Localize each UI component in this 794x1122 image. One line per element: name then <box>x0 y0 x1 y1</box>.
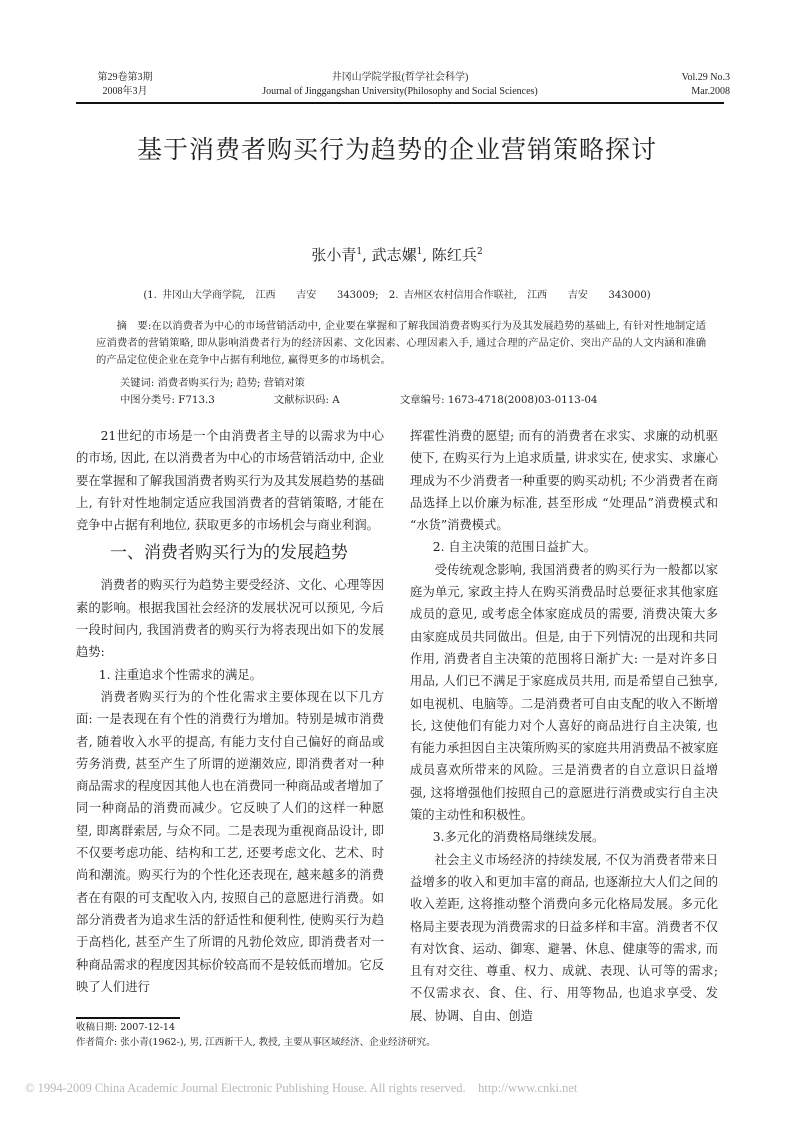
clc-number: 中图分类号: F713.3 <box>120 394 215 406</box>
body-paragraph: 消费者的购买行为趋势主要受经济、文化、心理等因素的影响。根据我国社会经济的发展状况可以预见, 今后一段时间内, 我国消费者的购买行为将表现出如下的发展趋势: <box>76 578 384 660</box>
body-column-right <box>410 425 718 1027</box>
volume-label: Vol.29 No.3 <box>681 72 730 83</box>
journal-name-en: Journal of Jinggangshan University(Philosophy and Social Sciences) <box>262 86 538 97</box>
keywords: 关键词: 消费者购买行为; 趋势; 营销对策 <box>120 377 305 389</box>
body-paragraph: 21世纪的市场是一个由消费者主导的以需求为中心的市场, 因此, 在以消费者为中心的市场营销活动中, 企业要在掌握和了解我国消费者购买行为及其发展趋势的基础上, 有针对性地制定适应我国消费者的营销策略, 才能在竞争中占据有利地位, 获取更多的市场机会与商业利润。 <box>76 429 384 533</box>
abstract-label: 摘 要: <box>116 320 152 332</box>
body-column-left <box>76 425 384 998</box>
running-header-journal <box>200 71 600 99</box>
body-paragraph: 受传统观念影响, 我国消费者的购买行为一般都以家庭为单元, 家政主持人在购买消费品时总要征求其他家庭成员的意见, 或考虑全体家庭成员的需要, 消费决策大多由家庭成员共同做出。但是, 由于下列情况的出现和共同作用, 消费者自主决策的范围将日渐扩大: 一是对许多日用品, 人们已不满足于家庭成员共用, 而是希望自己独享, 如电视机、电脑等。二是消费者可自由支配的收入不断增长, 这使他们有能力对个人喜好的商品进行自主决策, 也有能力承担因自主决策所购买的家庭共用消费品不被家庭成员喜欢所带来的风险。三是消费者的自立意识日益增强, 这将增强他们按照自己的意愿进行消费或实行自主决策的主动性和积极性。 <box>410 562 718 823</box>
abstract <box>96 318 706 369</box>
author-name: 张小青 <box>311 246 357 264</box>
running-header-volume <box>640 71 730 99</box>
author-name: 陈红兵 <box>431 246 477 264</box>
author-affil-mark: 1 <box>356 247 363 257</box>
author-separator: , <box>362 246 372 264</box>
author-name: 武志嫘 <box>371 246 417 264</box>
author-separator: , <box>422 246 432 264</box>
footnote-author-bio: 作者简介: 张小青(1962-), 男, 江西新干人, 教授, 主要从事区域经济、企业经济研究。 <box>76 1037 436 1048</box>
article-number: 文章编号: 1673-4718(2008)03-0113-04 <box>400 394 598 406</box>
author-affil-mark: 2 <box>476 247 483 257</box>
volume-month: Mar.2008 <box>691 86 730 97</box>
section-heading: 一、消费者购买行为的发展趋势 <box>110 543 348 564</box>
header-rule <box>76 102 724 104</box>
journal-name-cn: 井冈山学院学报(哲学社会科学) <box>331 72 469 83</box>
body-paragraph-continued: 挥霍性消费的愿望; 而有的消费者在求实、求廉的动机驱使下, 在购买行为上追求质量, 讲求实在, 使求实、求廉心理成为不少消费者一种重要的购买动机; 不少消费者在商品选择上以价廉为标准, 甚至形成 “处理品”消费模式和 “水货”消费模式。 <box>410 429 718 533</box>
subsection-heading: 1. 注重追求个性需求的满足。 <box>98 667 262 682</box>
issue-date: 2008年3月 <box>102 86 148 97</box>
affiliation: (1. 井冈山大学商学院, 江西 吉安 343009; 2. 吉州区农村信用合作联社, 江西 吉安 343000) <box>143 290 651 301</box>
body-paragraph: 消费者购买行为的个性化需求主要体现在以下几方面: 一是表现在有个性的消费行为增加。特别是城市消费者, 随着收入水平的提高, 有能力支付自己偏好的商品或劳务消费, 甚至产生了所谓的逆潮效应, 即消费者对一种商品需求的程度因其他人也在消费同一种商品或者增加了同一种商品的消费而减少。它反映了人们的这样一种愿望, 即离群索居, 与众不同。二是表现为重视商品设计, 即不仅要考虑功能、结构和工艺, 还要考虑文化、艺术、时尚和潮流。购买行为的个性化还表现在, 越来越多的消费者在有限的可支配收入内, 按照自己的意愿进行消费。如部分消费者为追求生活的舒适性和便利性, 使购买行为趋于高档化, 甚至产生了所谓的凡勃伦效应, 即消费者对一种商品需求的程度因其标价较高而不是较低而增加。它反映了人们进行 <box>76 689 384 994</box>
author-affil-mark: 1 <box>416 247 423 257</box>
author-list <box>60 244 734 265</box>
footnote-rule <box>76 1017 180 1019</box>
subsection-heading: 3.多元化的消费格局继续发展。 <box>432 830 605 845</box>
issue-label: 第29卷第3期 <box>97 72 153 83</box>
paper-title: 基于消费者购买行为趋势的企业营销策略探讨 <box>136 135 657 164</box>
body-paragraph: 社会主义市场经济的持续发展, 不仅为消费者带来日益增多的收入和更加丰富的商品, 也逐渐拉大人们之间的收入差距, 这将推动整个消费向多元化格局发展。多元化格局主要表现为消费需求的日益多样和丰富。消费者不仅有对饮食、运动、御寒、避暑、休息、健康等的需求, 而且有对交往、尊重、权力、成就、表现、认可等的需求; 不仅需求衣、食、住、行、用等物品, 也追求享受、发展、协调、自由、创造 <box>410 852 718 1023</box>
document-code: 文献标识码: A <box>274 394 340 406</box>
abstract-text: 在以消费者为中心的市场营销活动中, 企业要在掌握和了解我国消费者购买行为及其发展趋势的基础上, 有针对性地制定适应消费者的营销策略, 即从影响消费者行为的经济因素、文化因素、心理因素入手, 通过合理的产品定价、突出产品的人文内涵和准确的产品定位使企业在竞争中占据有利地位, 赢得更多的市场机会。 <box>96 320 706 366</box>
copyright-notice: © 1994-2009 China Academic Journal Electronic Publishing House. All rights reserved. http://www.cnki.net <box>25 1081 578 1095</box>
classification-line <box>120 391 720 406</box>
footnote-received-date: 收稿日期: 2007-12-14 <box>76 1022 175 1033</box>
subsection-heading: 2. 自主决策的范围日益扩大。 <box>432 540 596 555</box>
running-header-issue <box>70 71 180 99</box>
